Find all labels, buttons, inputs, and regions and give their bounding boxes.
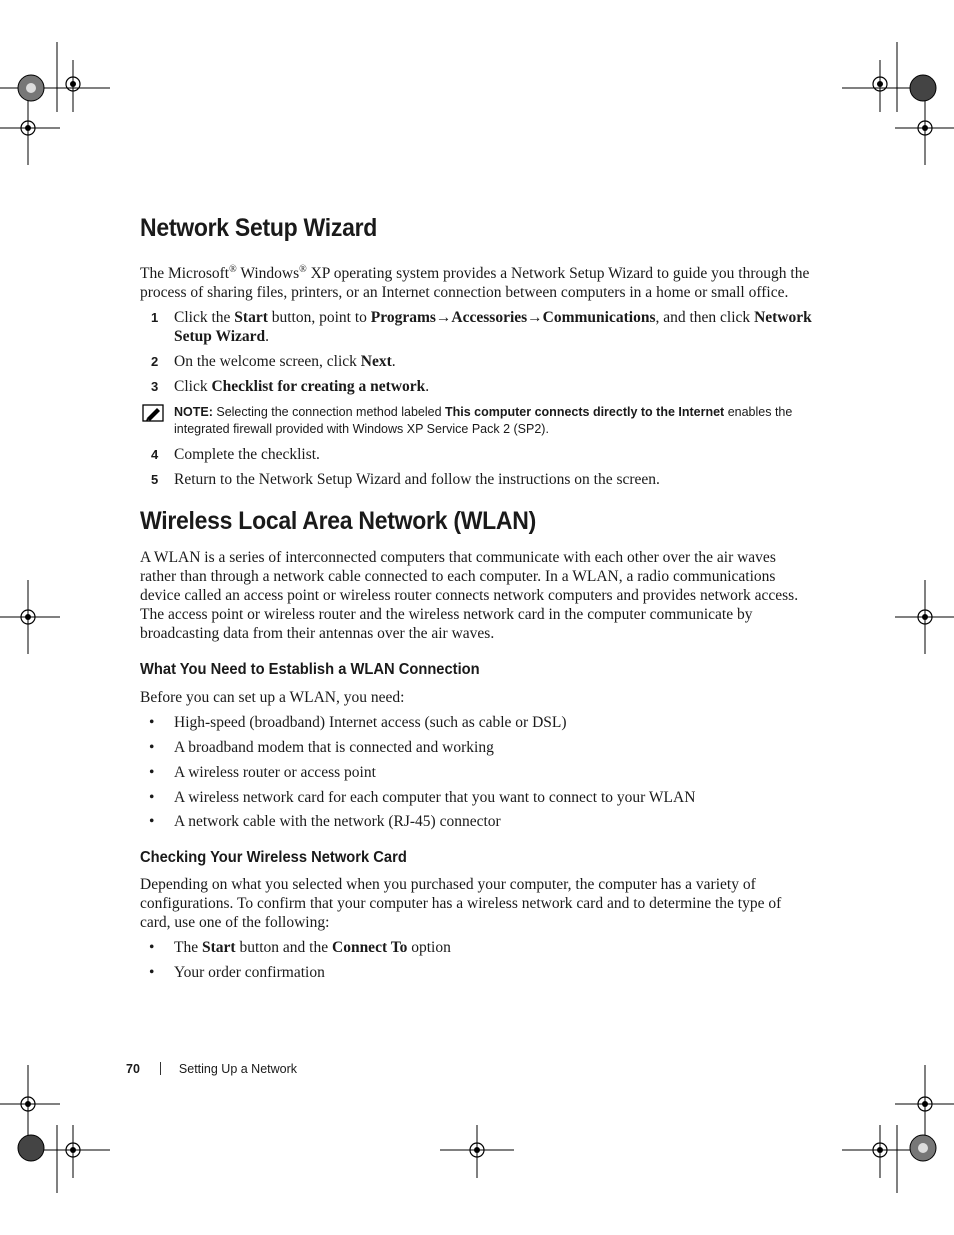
step-2: 2 On the welcome screen, click Next.: [151, 353, 396, 371]
page-footer: [126, 1062, 297, 1076]
page-number: 70: [126, 1062, 140, 1076]
step-5: 5 Return to the Network Setup Wizard and follow the instructions on the screen.: [151, 471, 660, 489]
list-item: • Your order confirmation: [149, 964, 325, 982]
list-item: • A wireless network card for each computer that you want to connect to your WLAN: [149, 789, 696, 807]
what-you-need-intro: Before you can set up a WLAN, you need:: [140, 689, 405, 707]
list-item: • High-speed (broadband) Internet access (such as cable or DSL): [149, 714, 567, 732]
pencil-note-icon: [142, 404, 164, 422]
step-number: 5: [151, 472, 159, 488]
note-label: NOTE:: [174, 405, 213, 420]
step-number: 1: [151, 310, 159, 326]
section-title-wlan: Wireless Local Area Network (WLAN): [140, 507, 536, 536]
list-item: • A network cable with the network (RJ-45) connector: [149, 813, 501, 831]
intro-paragraph: The Microsoft® Windows® XP operating system provides a Network Setup Wizard to guide you through the process of sharing files, printers, or an Internet connection between computers in a home or small office.: [140, 264, 810, 302]
step-3: 3 Click Checklist for creating a network.: [151, 378, 430, 396]
wlan-paragraph: A WLAN is a series of interconnected computers that communicate with each other over the air waves rather than through a network cable connected to each computer. In a WLAN, a radio communications device called an access point or wireless router connects network computers and provides network access. The access point or wireless router and the wireless network card in the computer communicate by broadcasting data from their antennas over the air waves.: [140, 549, 799, 643]
footer-divider: [160, 1062, 161, 1075]
list-item: • A broadband modem that is connected and working: [149, 739, 494, 757]
list-item: • A wireless router or access point: [149, 764, 376, 782]
step-number: 3: [151, 379, 159, 395]
section-title-network-setup-wizard: Network Setup Wizard: [140, 214, 378, 242]
subsection-title-checking-card: Checking Your Wireless Network Card: [140, 849, 407, 867]
step-1: 1 Click the Start button, point to Programs→Accessories→Communications, and then click Network Setup Wizard.: [151, 309, 812, 346]
step-number: 4: [151, 447, 159, 463]
note-callout: NOTE: Selecting the connection method labeled This computer connects directly to the Internet enables the integrated firewall provided with Windows XP Service Pack 2 (SP2).: [140, 404, 815, 438]
step-number: 2: [151, 354, 159, 370]
checking-card-intro: Depending on what you selected when you purchased your computer, the computer has a variety of configurations. To confirm that your computer has a wireless network card and to determine the type of card, use one of the following:: [140, 876, 782, 932]
chapter-title: Setting Up a Network: [178, 1062, 298, 1076]
list-item: • The Start button and the Connect To option: [149, 939, 451, 957]
step-4: 4 Complete the checklist.: [151, 446, 320, 464]
subsection-title-what-you-need: What You Need to Establish a WLAN Connection: [140, 661, 480, 679]
